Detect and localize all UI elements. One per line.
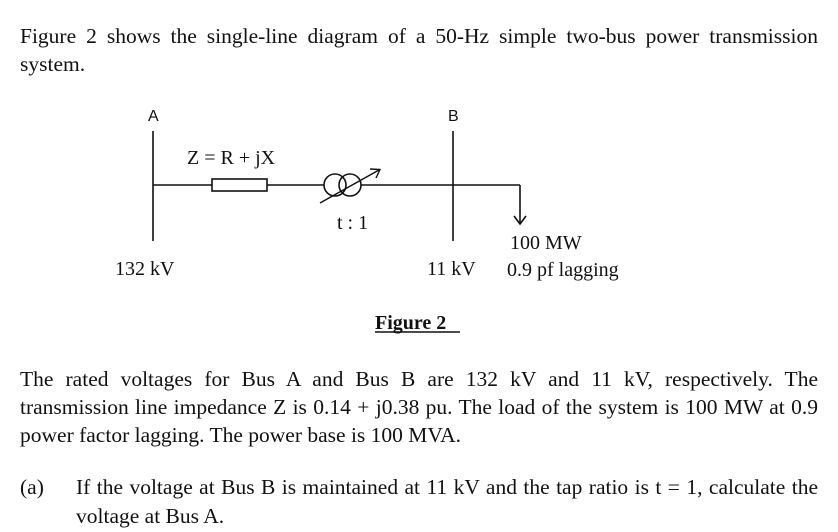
bus-a-voltage-label: 132 kV <box>115 258 175 280</box>
transformer-secondary-coil <box>339 174 361 196</box>
tap-ratio-label: t : 1 <box>337 212 369 234</box>
question-a-label: (a) <box>20 475 44 499</box>
load-pf-label: 0.9 pf lagging <box>507 259 619 281</box>
bus-b-voltage-label: 11 kV <box>427 258 476 280</box>
intro-paragraph: Figure 2 shows the single-line diagram of a 50-Hz simple two-bus power transmission system. <box>20 24 818 76</box>
problem-description-paragraph: The rated voltages for Bus A and Bus B are 132 kV and 11 kV, respectively. The transmission line impedance Z is 0.14 + j0.38 pu. The load of the system is 100 MW at 0.9 power factor lagging. The power base is 100 MVA. <box>20 367 818 447</box>
question-a-text: If the voltage at Bus B is maintained at 11 kV and the tap ratio is t = 1, calculate the voltage at Bus A. <box>76 475 818 528</box>
bus-b-label: B <box>448 108 459 125</box>
load-power-label: 100 MW <box>510 232 582 254</box>
figure-caption: Figure 2 <box>375 312 447 334</box>
impedance-box <box>212 179 267 191</box>
impedance-label: Z = R + jX <box>187 147 276 169</box>
bus-a-label: A <box>148 108 159 125</box>
